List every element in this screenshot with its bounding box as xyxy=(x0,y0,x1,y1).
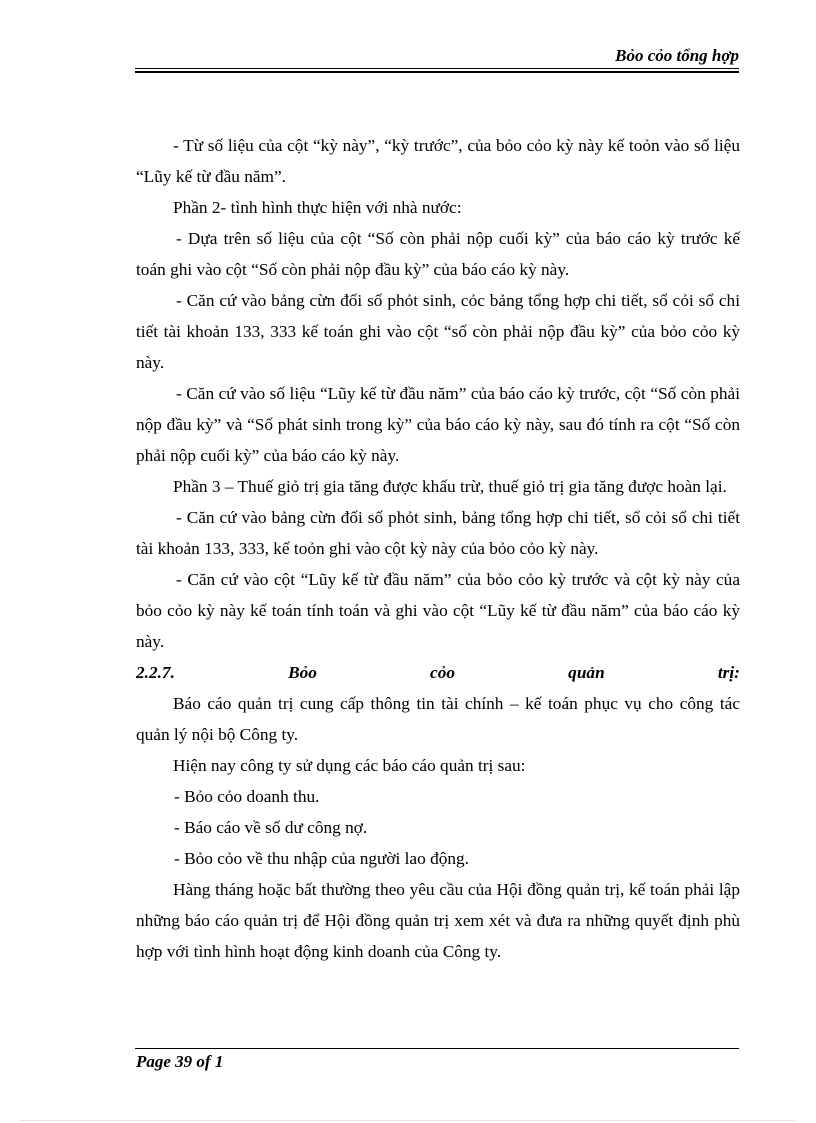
paragraph: - Căn cứ vào bảng cừn đối số phỏt sinh, cỏc bảng tổng hợp chi tiết, sổ cỏi sổ chi tiết tài khoản 133, 333 kế toán ghi vào cột “số còn phải nộp đầu kỳ” của bỏo cỏo kỳ này. xyxy=(136,291,740,372)
heading-number: 2.2.7. xyxy=(136,663,175,682)
paragraph: - Căn cứ vào bảng cừn đối số phỏt sinh, bảng tổng hợp chi tiết, sổ cỏi sổ chi tiết tài khoản 133, 333, kế toỏn ghi vào cột kỳ này của bỏo cỏo kỳ này. xyxy=(136,508,740,558)
page-number: Page 39 of 1 xyxy=(136,1052,224,1071)
heading-word: Bỏo xyxy=(288,663,317,682)
paragraph: Phần 2- tình hình thực hiện với nhà nước: xyxy=(173,198,462,217)
section-heading xyxy=(136,657,740,688)
paragraph: - Từ số liệu của cột “kỳ này”, “kỳ trước”, của bỏo cỏo kỳ này kế toỏn vào số liệu “Lũy kế từ đầu năm”. xyxy=(136,136,740,186)
heading-word: trị: xyxy=(717,663,740,682)
paragraph: Báo cáo quản trị cung cấp thông tin tài chính – kế toán phục vụ cho công tác quản lý nội bộ Công ty. xyxy=(136,694,740,744)
header-title: Bỏo cỏo tổng hợp xyxy=(615,46,739,65)
paragraph: - Căn cứ vào cột “Lũy kế từ đầu năm” của bỏo cỏo kỳ trước và cột kỳ này của bỏo cỏo kỳ này kế toán tính toán và ghi vào cột “Lũy kế từ đầu năm” của báo cáo kỳ này. xyxy=(136,570,740,651)
heading-word: quản xyxy=(568,663,605,682)
paragraph: - Dựa trên số liệu của cột “Số còn phải nộp cuối kỳ” của báo cáo kỳ trước kế toán ghi vào cột “Số còn phải nộp đầu kỳ” của báo cáo kỳ này. xyxy=(136,229,740,279)
paragraph: Hàng tháng hoặc bất thường theo yêu cầu của Hội đồng quản trị, kế toán phải lập những báo cáo quản trị để Hội đồng quản trị xem xét và đưa ra những quyết định phù hợp với tình hình hoạt động kinh doanh của Công ty. xyxy=(136,880,740,961)
heading-word: cỏo xyxy=(430,663,455,682)
header-rule xyxy=(135,68,739,69)
footer-rule xyxy=(135,1048,739,1049)
paragraph: Phần 3 – Thuế giỏ trị gia tăng được khấu trừ, thuế giỏ trị gia tăng được hoàn lại. xyxy=(173,477,727,496)
list-item: - Bỏo cỏo doanh thu. xyxy=(174,787,320,806)
list-item: - Báo cáo về số dư công nợ. xyxy=(174,818,368,837)
paragraph: Hiện nay công ty sử dụng các báo cáo quản trị sau: xyxy=(173,756,526,775)
header-rule-thick xyxy=(135,71,739,73)
list-item: - Bỏo cỏo về thu nhập của người lao động. xyxy=(174,849,469,868)
paragraph: - Căn cứ vào số liệu “Lũy kế từ đầu năm” của báo cáo kỳ trước, cột “Số còn phải nộp đầu kỳ” và “Số phát sinh trong kỳ” của báo cáo kỳ này, sau đó tính ra cột “Số còn phải nộp cuối kỳ” của báo cáo kỳ này. xyxy=(136,384,740,465)
document-body xyxy=(136,130,740,967)
page-edge-divider xyxy=(20,1120,796,1121)
